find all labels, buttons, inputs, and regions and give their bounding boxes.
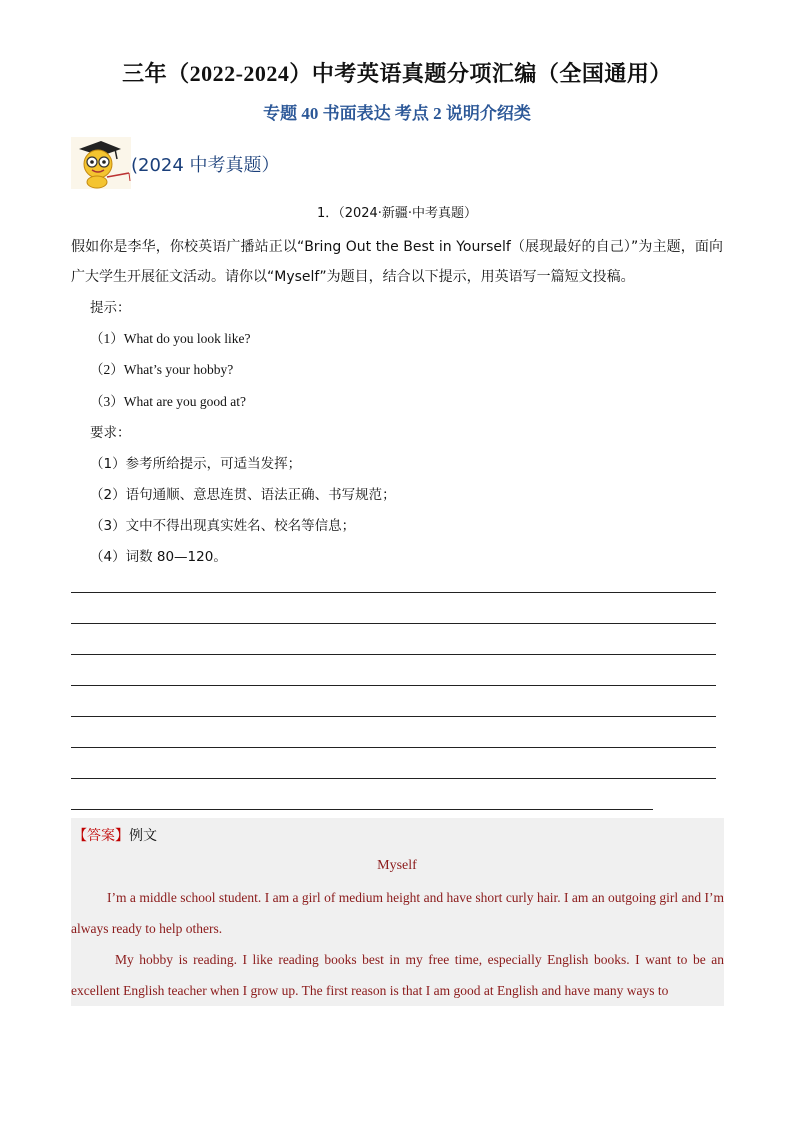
writing-line[interactable] xyxy=(71,654,716,655)
requirement-item: （1）参考所给提示，可适当发挥； xyxy=(90,456,302,472)
answer-heading xyxy=(73,825,157,845)
writing-line[interactable] xyxy=(71,685,716,686)
hints-label: 提示： xyxy=(90,300,131,316)
requirements-label: 要求： xyxy=(90,425,131,441)
writing-line[interactable] xyxy=(71,716,716,717)
essay-paragraph: I’m a middle school student. I am a girl of medium height and have short curly hair. I am an outgoing girl and I’m always ready to help others. xyxy=(71,890,724,936)
writing-line[interactable] xyxy=(71,778,716,779)
essay-paragraph: My hobby is reading. I like reading books best in my free time, especially English books. I want to be an excellent English teacher when I grow up. The first reason is that I am good at English and have many ways to xyxy=(71,952,724,998)
writing-line[interactable] xyxy=(71,747,716,748)
hint-item: （1）What do you look like? xyxy=(90,331,251,346)
hint-item: （3）What are you good at? xyxy=(90,394,246,409)
answer-tag: 【答案】 xyxy=(73,828,129,844)
writing-line[interactable] xyxy=(71,623,716,624)
requirement-item: （3）文中不得出现真实姓名、校名等信息； xyxy=(90,518,356,534)
question-prompt: 假如你是李华，你校英语广播站正以“Bring Out the Best in Yourself（展现最好的自己）”为主题，面向广大学生开展征文活动。请你以“Myself”为题目，结合以下提示，用英语写一篇短文投稿。 xyxy=(71,239,723,285)
topic-subtitle: 专题 40 书面表达 考点 2 说明介绍类 xyxy=(263,104,531,123)
writing-line[interactable] xyxy=(71,592,716,593)
question-number-source: 1．（2024·新疆·中考真题） xyxy=(316,206,478,221)
requirement-item: （2）语句通顺、意思连贯、语法正确、书写规范； xyxy=(90,487,396,503)
page-title: 三年（2022-2024）中考英语真题分项汇编（全国通用） xyxy=(122,61,672,86)
section-label: (2024 中考真题） xyxy=(131,155,280,176)
graduate-cartoon-icon xyxy=(71,137,131,189)
writing-line[interactable] xyxy=(71,809,653,810)
example-label: 例文 xyxy=(129,828,157,844)
requirement-item: （4）词数 80—120。 xyxy=(90,549,227,565)
essay-title: Myself xyxy=(377,858,417,873)
hint-item: （2）What’s your hobby? xyxy=(90,362,234,377)
